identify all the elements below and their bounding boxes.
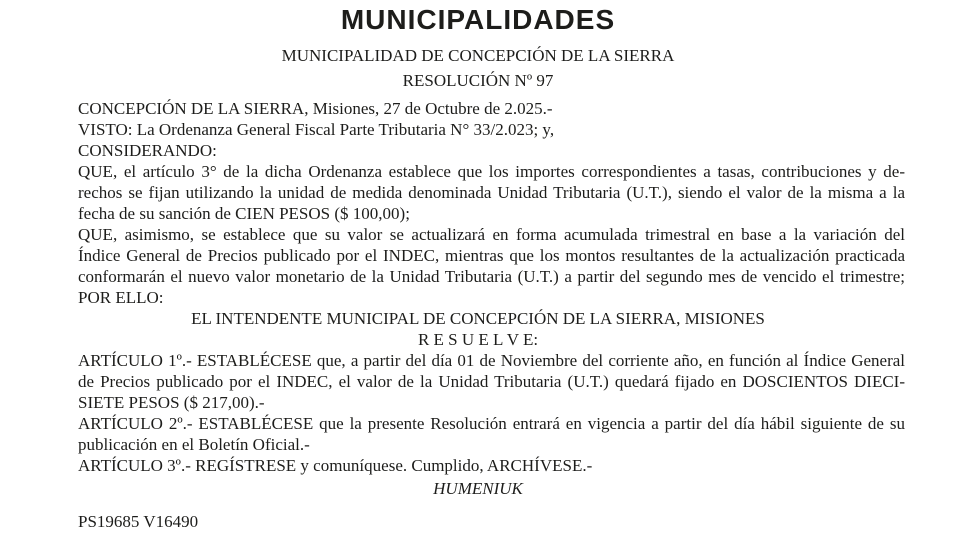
publication-code: PS19685 V16490 bbox=[78, 512, 199, 531]
document-line-resuelve: R E S U E L V E: bbox=[417, 330, 539, 349]
document-line-considerando: CONSIDERANDO: bbox=[78, 141, 217, 160]
document-line-articulo-3: ARTÍCULO 3º.- REGÍSTRESE y comuníquese. Cumplido, ARCHÍVESE.- bbox=[78, 456, 593, 475]
document-line: Índice General de Precios publicado por el INDEC, mientras que los montos resultantes de la actualización practicada bbox=[78, 246, 905, 265]
document-line-date: CONCEPCIÓN DE LA SIERRA, Misiones, 27 de Octubre de 2.025.- bbox=[78, 99, 553, 118]
document-line: fecha de su sanción de CIEN PESOS ($ 100,00); bbox=[78, 204, 410, 223]
document-line: QUE, asimismo, se establece que su valor se actualizará en forma acumulada trimestral en base a la variación del bbox=[78, 225, 905, 244]
document-line: rechos se fijan utilizando la unidad de medida denominada Unidad Tributaria (U.T.), siendo el valor de la misma a la bbox=[78, 183, 905, 202]
document-line: QUE, el artículo 3° de la dicha Ordenanza establece que los importes correspondientes a tasas, contribuciones y de- bbox=[78, 162, 905, 181]
document-line-articulo-1: ARTÍCULO 1º.- ESTABLÉCESE que, a partir del día 01 de Noviembre del corriente año, en función al Índice General bbox=[78, 351, 905, 370]
document-body bbox=[78, 98, 905, 532]
document-line: SIETE PESOS ($ 217,00).- bbox=[78, 393, 265, 412]
document-line-por-ello: POR ELLO: bbox=[78, 288, 164, 307]
document-line-articulo-2: ARTÍCULO 2º.- ESTABLÉCESE que la presente Resolución entrará en vigencia a partir del día hábil siguiente de su bbox=[78, 414, 905, 433]
document-header bbox=[0, 0, 956, 89]
document-line-intendente: EL INTENDENTE MUNICIPAL DE CONCEPCIÓN DE LA SIERRA, MISIONES bbox=[191, 309, 765, 328]
organization-name: MUNICIPALIDAD DE CONCEPCIÓN DE LA SIERRA bbox=[281, 46, 675, 65]
signature-name: HUMENIUK bbox=[433, 479, 523, 498]
document-line: de Precios publicado por el INDEC, el valor de la Unidad Tributaria (U.T.) quedará fijado en DOSCIENTOS DIECI- bbox=[78, 372, 905, 391]
document-line: publicación en el Boletín Oficial.- bbox=[78, 435, 310, 454]
section-title: MUNICIPALIDADES bbox=[340, 4, 616, 35]
document-line-visto: VISTO: La Ordenanza General Fiscal Parte Tributaria N° 33/2.023; y, bbox=[78, 120, 555, 139]
document-line: conformarán el nuevo valor monetario de la Unidad Tributaria (U.T.) a partir del segundo mes de vencido el trimestre; bbox=[78, 267, 905, 286]
resolution-number: RESOLUCIÓN Nº 97 bbox=[402, 71, 554, 90]
